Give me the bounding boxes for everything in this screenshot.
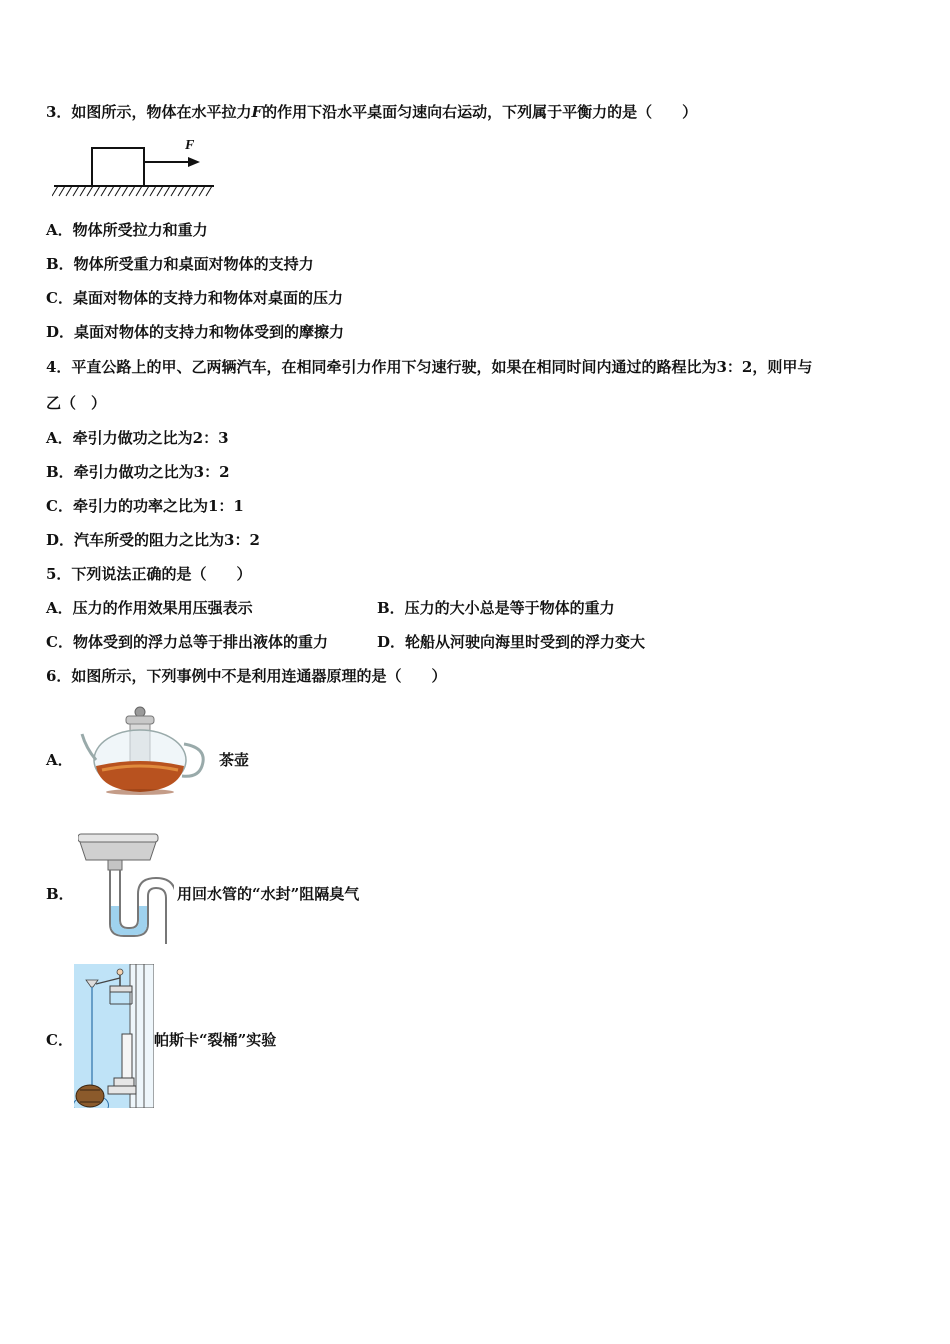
q6-option-b-caption: 用回水管的“水封”阻隔臭气 <box>177 885 360 903</box>
force-label: F <box>185 138 195 153</box>
q6-option-c-caption: 帕斯卡“裂桶”实验 <box>154 1031 277 1049</box>
q3-option-a: A．物体所受拉力和重力 <box>46 221 208 239</box>
q6-option-b-letter: B． <box>46 885 74 903</box>
q4-option-a: A．牵引力做功之比为2：3 <box>46 429 229 447</box>
pascal-barrel-image <box>74 964 154 1108</box>
q3-stem: 3．如图所示，物体在水平拉力F的作用下沿水平桌面匀速向右运动，下列属于平衡力的是（ ） <box>46 103 698 121</box>
q4-stem-line1: 4．平直公路上的甲、乙两辆汽车，在相同牵引力作用下匀速行驶，如果在相同时间内通过的路程比为3：2，则甲与 <box>46 358 813 376</box>
q5-option-c: C．物体受到的浮力总等于排出液体的重力 <box>46 633 328 651</box>
q4-option-c: C．牵引力的功率之比为1：1 <box>46 497 244 515</box>
q6-option-c-letter: C． <box>46 1031 73 1049</box>
q4-option-b: B．牵引力做功之比为3：2 <box>46 463 230 481</box>
block-force-diagram <box>52 134 218 200</box>
q3-option-d: D．桌面对物体的支持力和物体受到的摩擦力 <box>46 323 345 341</box>
q4-stem-line2: 乙（ ） <box>46 394 107 412</box>
q6-option-a-letter: A． <box>46 751 73 769</box>
force-variable: F <box>251 103 263 121</box>
q6-option-a-caption: 茶壶 <box>219 751 250 769</box>
teapot-image <box>80 704 210 798</box>
q5-stem: 5．下列说法正确的是（ ） <box>46 565 252 583</box>
sink-trap-image <box>78 832 174 946</box>
q5-option-b: B．压力的大小总是等于物体的重力 <box>377 599 615 617</box>
q4-option-d: D．汽车所受的阻力之比为3：2 <box>46 531 260 549</box>
q3-option-b: B．物体所受重力和桌面对物体的支持力 <box>46 255 314 273</box>
q6-stem: 6．如图所示，下列事例中不是利用连通器原理的是（ ） <box>46 667 447 685</box>
q5-option-a: A．压力的作用效果用压强表示 <box>46 599 253 617</box>
q5-option-d: D．轮船从河驶向海里时受到的浮力变大 <box>377 633 646 651</box>
q3-option-c: C．桌面对物体的支持力和物体对桌面的压力 <box>46 289 343 307</box>
